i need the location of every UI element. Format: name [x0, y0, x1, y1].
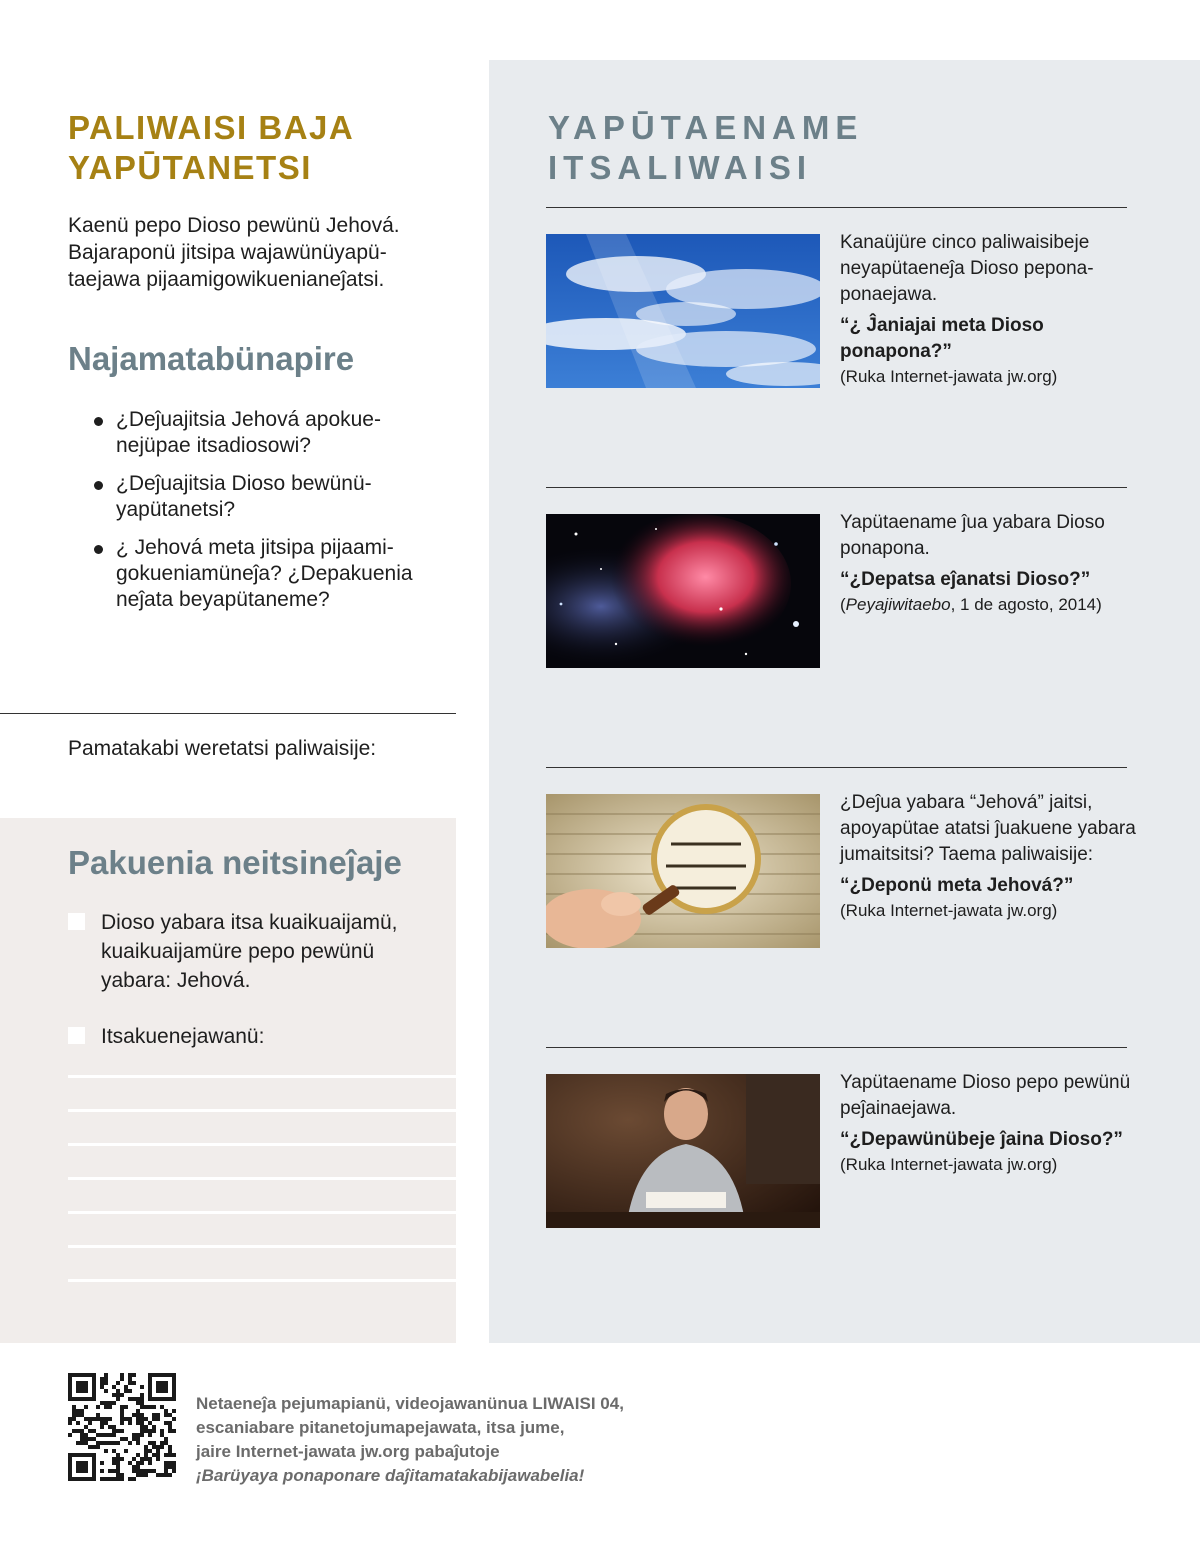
related-item [840, 790, 1140, 923]
write-line[interactable] [68, 1211, 456, 1214]
man-reading-bible-image [546, 1074, 820, 1228]
related-divider [546, 767, 1127, 768]
questions-list [94, 407, 439, 625]
write-line[interactable] [68, 1075, 456, 1078]
write-line[interactable] [68, 1109, 456, 1112]
write-line[interactable] [68, 1279, 456, 1282]
related-title [548, 108, 863, 188]
left-divider [0, 713, 456, 714]
clouds-sky-image [546, 234, 820, 388]
related-source: (Ruka Internet-jawata jw.org) [840, 901, 1058, 920]
related-title-line-2: ITSALIWAISI [548, 149, 812, 186]
related-source [840, 593, 1140, 617]
related-topic[interactable]: “¿Depawünübeje ĵaina Dioso?” [840, 1129, 1123, 1150]
source-publication: Peyajiwitaebo [845, 595, 951, 614]
footer-line-1: Netaeneĵa pejumapianü, videojawanünua LIWAISI 04, [196, 1394, 624, 1413]
related-item [840, 1070, 1140, 1177]
footer-text [196, 1392, 716, 1488]
checkbox[interactable] [68, 913, 85, 930]
summary-box [0, 818, 456, 1343]
summary-item-text: Dioso yabara itsa kuaikuaijamü, kuaikuaijamüre pepo pewünü yabara: Jehová. [101, 911, 398, 992]
related-desc: Yapütaename Dioso pepo pewünü peĵainaejawa. [840, 1072, 1131, 1119]
footer-cta: ¡Barüyaya ponaponare daĵitamatakabijawabelia! [196, 1466, 585, 1485]
related-item [840, 510, 1140, 617]
question-item: ¿Deĵuajitsia Jehová apokuenejüpae itsadiosowi? [94, 407, 439, 459]
related-topic[interactable]: “¿Deponü meta Jehová?” [840, 875, 1074, 896]
magnifier-hebrew-text-image [546, 794, 820, 948]
related-source: (Ruka Internet-jawata jw.org) [840, 367, 1058, 386]
question-item: ¿Deĵuajitsia Dioso bewünüyapütanetsi? [94, 471, 439, 523]
footer-line-3: jaire Internet-jawata jw.org pabaĵutoje [196, 1442, 500, 1461]
write-line[interactable] [68, 1143, 456, 1146]
related-source: (Ruka Internet-jawata jw.org) [840, 1155, 1058, 1174]
left-title-line-2: YAPŪTANETSI [68, 149, 312, 186]
question-item: ¿ Jehová meta jitsipa pijaamigokueniamüneĵa? ¿Depakuenia neĵata beyapütaneme? [94, 535, 439, 613]
nebula-space-image [546, 514, 820, 668]
source-prefix: ( [840, 595, 846, 614]
left-title [68, 108, 448, 188]
related-topic[interactable]: “¿Depatsa eĵanatsi Dioso?” [840, 569, 1091, 590]
write-line[interactable] [68, 1245, 456, 1248]
intro-text: Kaenü pepo Dioso pewünü Jehová. Bajaraponü jitsipa wajawünüyapütaejawa pijaamigowikuenianeĵatsi. [68, 214, 400, 291]
checkbox[interactable] [68, 1027, 85, 1044]
write-line[interactable] [68, 1177, 456, 1180]
related-divider [546, 487, 1127, 488]
summary-item [68, 1022, 438, 1051]
summary-item-text: Itsakuenejawanü: [101, 1025, 265, 1048]
left-title-line-1: PALIWAISI BAJA [68, 109, 355, 146]
summary-heading: Pakuenia neitsineĵaje [68, 844, 402, 881]
verse-label: Pamatakabi weretatsi paliwaisije: [68, 737, 377, 760]
related-desc: ¿Deĵua yabara “Jehová” jaitsi, apoyapütae atatsi ĵuakuene yabara jumaitsitsi? Taema paliwaisije: [840, 792, 1136, 865]
related-desc: Yapütaename ĵua yabara Dioso ponapona. [840, 512, 1105, 559]
source-suffix: , 1 de agosto, 2014) [950, 595, 1102, 614]
qr-code[interactable] [68, 1373, 176, 1481]
questions-heading: Najamatabünapire [68, 340, 355, 377]
related-title-line-1: YAPŪTAENAME [548, 109, 864, 146]
related-divider [546, 207, 1127, 208]
related-item [840, 230, 1140, 389]
related-topic[interactable]: “¿ Ĵaniajai meta Dioso ponapona?” [840, 315, 1044, 362]
summary-item [68, 908, 438, 995]
related-divider [546, 1047, 1127, 1048]
related-desc: Kanaüjüre cinco paliwaisibeje neyapütaeneĵa Dioso peponaponaejawa. [840, 232, 1094, 305]
footer-line-2: escaniabare pitanetojumapejawata, itsa jume, [196, 1418, 565, 1437]
